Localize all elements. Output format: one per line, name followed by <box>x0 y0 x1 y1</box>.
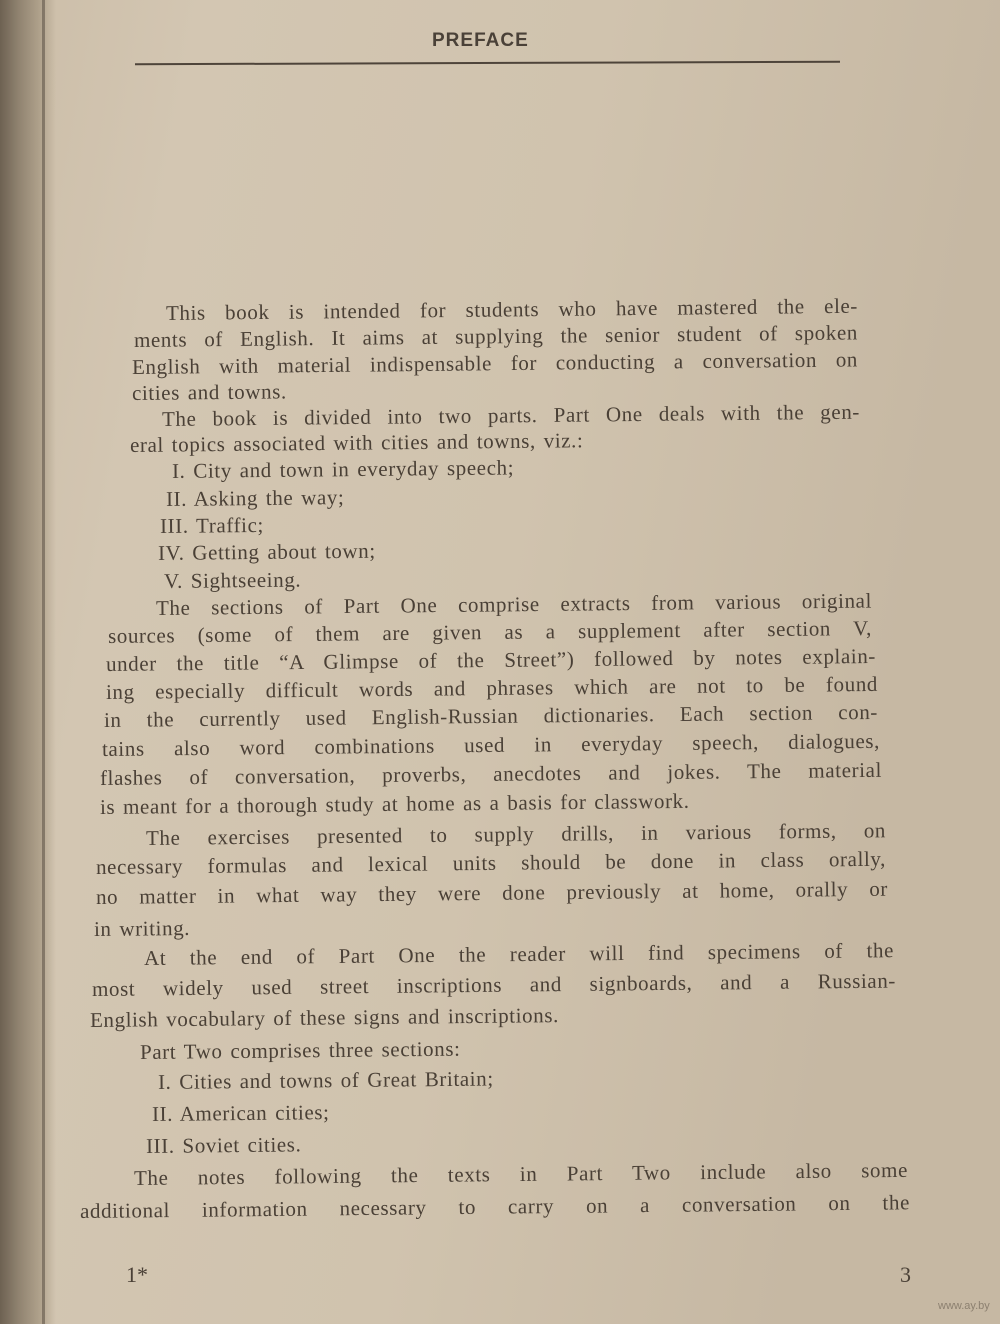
text-line: most widely used street inscriptions and signboards, and a Russian- <box>91 968 897 1001</box>
text-line: tains also word combinations used in everyday speech, dialogues, <box>101 728 881 761</box>
text-line: in writing. <box>93 915 191 941</box>
text-line: I. City and town in everyday speech; <box>171 455 515 483</box>
text-line: This book is intended for students who have mastered the ele- <box>165 293 859 325</box>
binding-shadow <box>0 0 56 1324</box>
text-line: The book is divided into two parts. Part One deals with the gen- <box>161 399 861 431</box>
page-number: 3 <box>900 1262 911 1287</box>
text-line: I. Cities and towns of Great Britain; <box>157 1066 494 1094</box>
running-head: PREFACE <box>432 30 529 51</box>
text-line: additional information necessary to carry on a conversation on the <box>79 1190 911 1223</box>
binding-line <box>42 0 45 1324</box>
text-line: in the currently used English-Russian dictionaries. Each section con- <box>103 699 879 732</box>
text-line: The sections of Part One comprise extracts from various original <box>155 588 873 620</box>
text-line: sources (some of them are given as a supplement after section V, <box>107 616 873 648</box>
text-line: ments of English. It aims at supplying the senior student of spoken <box>133 320 859 352</box>
text-line: II. Asking the way; <box>165 485 345 511</box>
text-line: necessary formulas and lexical units should be done in class orally, <box>95 846 887 879</box>
text-line: flashes of conversation, proverbs, anecdotes and jokes. The material <box>99 757 883 790</box>
text-line: English with material indispensable for conducting a conversation on <box>131 347 859 379</box>
signature-mark: 1* <box>126 1262 148 1287</box>
text-line: cities and towns. <box>131 379 287 405</box>
text-line: The exercises presented to supply drills, in various forms, on <box>145 818 887 850</box>
text-line: The notes following the texts in Part Two include also some <box>133 1157 909 1190</box>
text-line: ing especially difficult words and phrases which are not to be found <box>105 671 879 704</box>
text-line: V. Sightseeing. <box>163 567 302 593</box>
text-line: under the title “A Glimpse of the Street”) followed by notes explain- <box>105 643 877 676</box>
text-line: III. Traffic; <box>159 512 265 538</box>
text-line: eral topics associated with cities and towns, viz.: <box>129 428 584 457</box>
text-line: English vocabulary of these signs and inscriptions. <box>89 1003 560 1032</box>
watermark-text: www.ay.by <box>938 1300 990 1312</box>
text-line: Part Two comprises three sections: <box>139 1036 461 1064</box>
text-line: II. American cities; <box>151 1100 330 1126</box>
text-line: is meant for a thorough study at home as a basis for classwork. <box>99 788 690 819</box>
text-line: III. Soviet cities. <box>145 1132 302 1158</box>
text-line: IV. Getting about town; <box>157 538 376 565</box>
text-line: At the end of Part One the reader will find specimens of the <box>143 938 895 970</box>
text-line: no matter in what way they were done previously at home, orally or <box>95 876 889 909</box>
